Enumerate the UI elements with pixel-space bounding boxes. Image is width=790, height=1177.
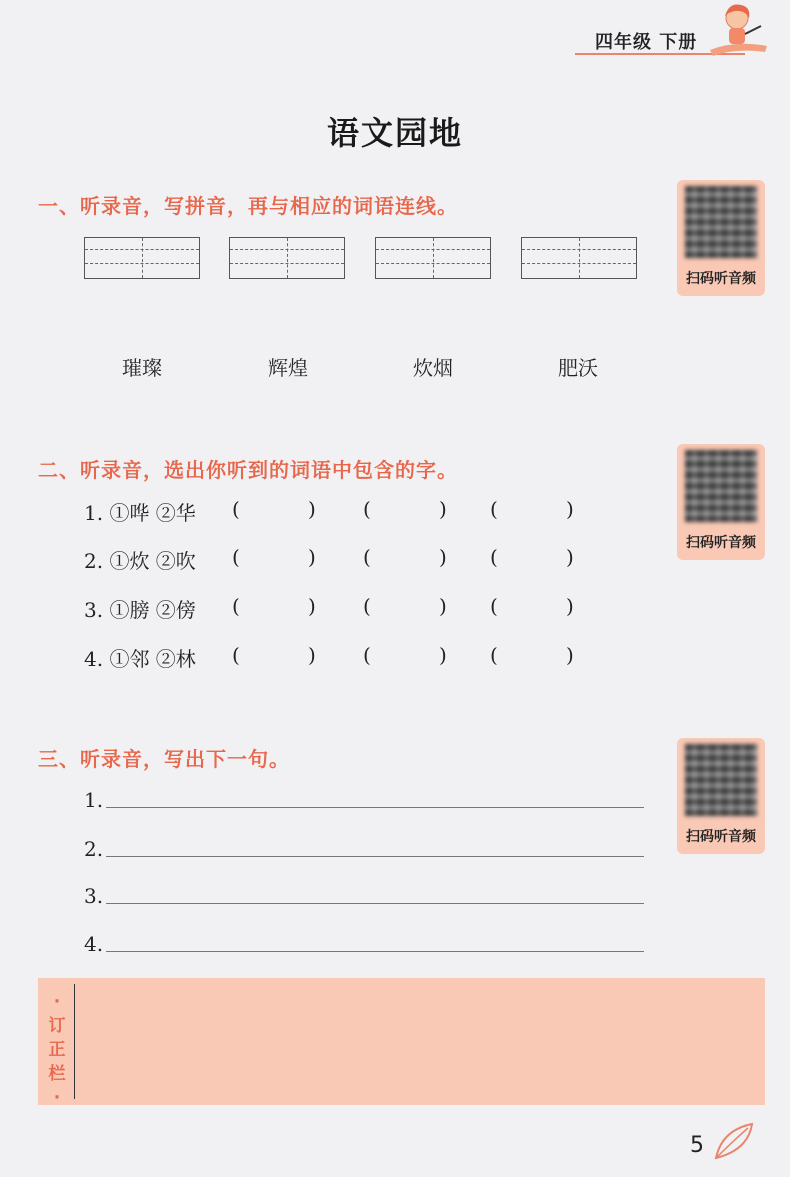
choice-item-3: 3. ①膀 ②傍 xyxy=(84,598,196,622)
answer-paren-close: ) xyxy=(566,545,574,569)
correction-divider xyxy=(74,984,75,1099)
answer-slot[interactable] xyxy=(502,546,566,572)
answer-line-1[interactable] xyxy=(106,807,644,808)
answer-paren-close: ) xyxy=(308,545,316,569)
correction-label: ·订正栏· xyxy=(48,992,66,1108)
pinyin-box[interactable] xyxy=(84,237,200,279)
qr-label: 扫码听音频 xyxy=(686,535,756,551)
section-1-heading: 一、听录音，写拼音，再与相应的词语连线。 xyxy=(38,194,458,218)
answer-paren-close: ) xyxy=(308,643,316,667)
line-number-2: 2. xyxy=(84,837,104,861)
qr-code-icon xyxy=(685,744,757,816)
answer-slot[interactable] xyxy=(375,498,439,524)
qr-code-icon xyxy=(685,186,757,258)
answer-paren-open: ( xyxy=(232,545,240,569)
pinyin-box[interactable] xyxy=(375,237,491,279)
choice-item-4: 4. ①邻 ②林 xyxy=(84,647,196,671)
answer-paren-close: ) xyxy=(439,594,447,618)
answer-paren-close: ) xyxy=(566,594,574,618)
word-3: 炊烟 xyxy=(413,356,453,380)
page-title: 语文园地 xyxy=(326,114,463,152)
pinyin-box[interactable] xyxy=(521,237,637,279)
answer-paren-close: ) xyxy=(439,497,447,521)
word-4: 肥沃 xyxy=(558,356,598,380)
answer-paren-close: ) xyxy=(308,594,316,618)
answer-slot[interactable] xyxy=(502,644,566,670)
qr-label: 扫码听音频 xyxy=(686,829,756,845)
answer-slot[interactable] xyxy=(502,595,566,621)
page-number: 5 xyxy=(690,1133,704,1158)
answer-paren-close: ) xyxy=(566,497,574,521)
answer-paren-open: ( xyxy=(363,643,371,667)
grade-header: 四年级 下册 xyxy=(595,32,698,53)
leaf-icon xyxy=(712,1118,758,1164)
line-number-4: 4. xyxy=(84,932,104,956)
answer-slot[interactable] xyxy=(375,644,439,670)
answer-slot[interactable] xyxy=(375,595,439,621)
answer-line-3[interactable] xyxy=(106,903,644,904)
answer-slot[interactable] xyxy=(244,498,308,524)
mascot-icon xyxy=(705,0,775,58)
answer-paren-open: ( xyxy=(232,497,240,521)
answer-paren-open: ( xyxy=(363,497,371,521)
line-number-3: 3. xyxy=(84,884,104,908)
answer-paren-close: ) xyxy=(439,545,447,569)
qr-card-2[interactable] xyxy=(677,444,765,560)
word-1: 璀璨 xyxy=(122,356,162,380)
answer-slot[interactable] xyxy=(244,546,308,572)
answer-paren-open: ( xyxy=(490,497,498,521)
answer-paren-open: ( xyxy=(490,594,498,618)
answer-paren-open: ( xyxy=(232,643,240,667)
answer-paren-open: ( xyxy=(232,594,240,618)
answer-paren-open: ( xyxy=(490,545,498,569)
section-3-heading: 三、听录音，写出下一句。 xyxy=(38,747,290,771)
answer-paren-open: ( xyxy=(363,594,371,618)
answer-paren-close: ) xyxy=(308,497,316,521)
word-2: 辉煌 xyxy=(268,356,308,380)
choice-item-1: 1. ①哗 ②华 xyxy=(84,501,196,525)
answer-slot[interactable] xyxy=(244,644,308,670)
qr-code-icon xyxy=(685,450,757,522)
answer-slot[interactable] xyxy=(502,498,566,524)
qr-label: 扫码听音频 xyxy=(686,271,756,287)
answer-paren-open: ( xyxy=(490,643,498,667)
answer-line-4[interactable] xyxy=(106,951,644,952)
answer-slot[interactable] xyxy=(375,546,439,572)
section-2-heading: 二、听录音，选出你听到的词语中包含的字。 xyxy=(38,458,458,482)
answer-paren-close: ) xyxy=(566,643,574,667)
line-number-1: 1. xyxy=(84,788,104,812)
pinyin-box[interactable] xyxy=(229,237,345,279)
answer-line-2[interactable] xyxy=(106,856,644,857)
answer-paren-close: ) xyxy=(439,643,447,667)
correction-panel[interactable] xyxy=(38,978,765,1108)
qr-card-1[interactable] xyxy=(677,180,765,296)
answer-paren-open: ( xyxy=(363,545,371,569)
qr-card-3[interactable] xyxy=(677,738,765,854)
choice-item-2: 2. ①炊 ②吹 xyxy=(84,549,196,573)
answer-slot[interactable] xyxy=(244,595,308,621)
